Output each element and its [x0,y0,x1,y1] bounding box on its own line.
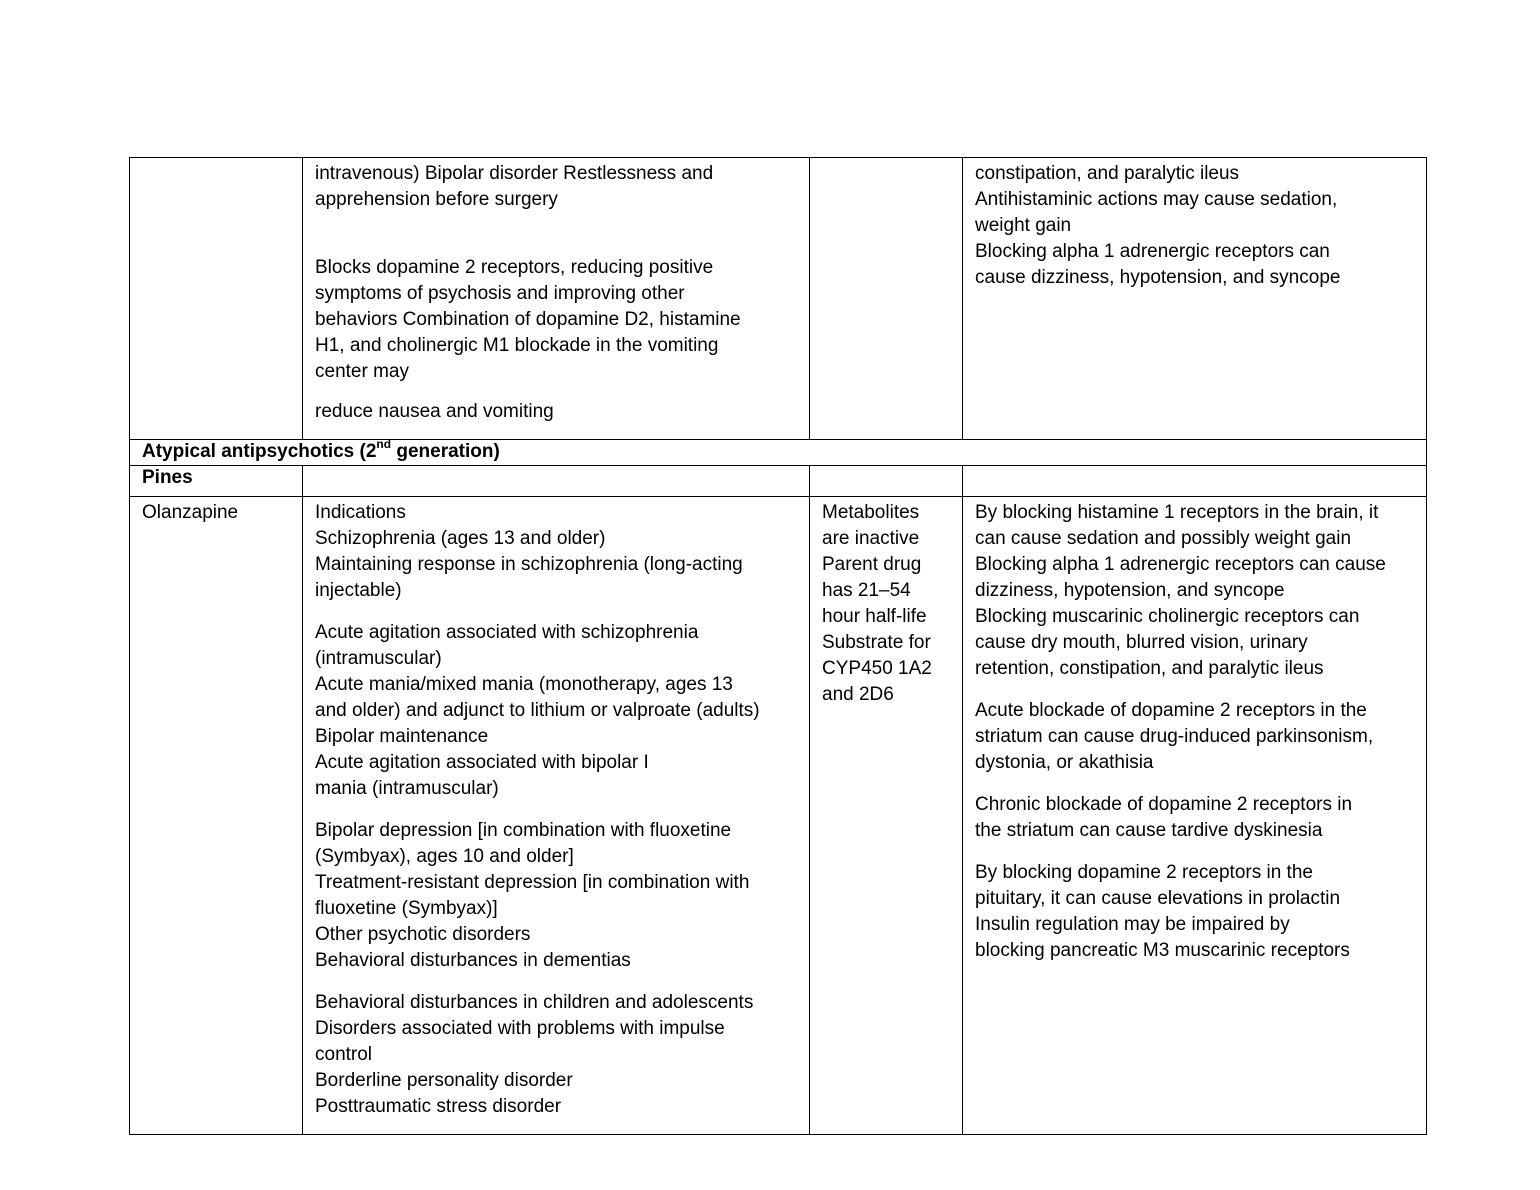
text-line: Schizophrenia (ages 13 and older) [315,528,606,549]
drug-table-page [129,157,1426,1135]
text-line: Chronic blockade of dopamine 2 receptors in [975,794,1353,815]
text-line: Posttraumatic stress disorder [315,1096,562,1117]
text-line: Bipolar depression [in combination with fluoxetine [315,820,732,841]
empty-cell [810,466,963,497]
indications-group [315,990,797,1120]
text-line: dizziness, hypotension, and syncope [975,580,1285,601]
text-line: cause dizziness, hypotension, and syncope [975,267,1341,288]
text-line: H1, and cholinergic M1 blockade in the vomiting [315,335,719,356]
pharmacokinetics-cell [810,158,963,440]
text-line: intravenous) Bipolar disorder Restlessness and [315,163,714,184]
side-effects-group [975,500,1414,682]
indications-text [315,161,797,213]
text-line: Acute mania/mixed mania (monotherapy, ages 13 [315,674,733,695]
text-line: Acute agitation associated with bipolar I [315,752,649,773]
text-line: Blocking alpha 1 adrenergic receptors can [975,241,1330,262]
text-line: the striatum can cause tardive dyskinesia [975,820,1323,841]
side-effects-group [975,698,1414,776]
drug-name-cell [130,497,303,1135]
text-line: Maintaining response in schizophrenia (long-acting [315,554,743,575]
text-line: Antihistaminic actions may cause sedation, [975,189,1338,210]
text-line: Behavioral disturbances in children and adolescents [315,992,754,1013]
text-line: Blocks dopamine 2 receptors, reducing positive [315,257,714,278]
text-line: striatum can cause drug-induced parkinsonism, [975,726,1374,747]
text-line: Indications [315,502,406,523]
indications-mechanism-cell [303,158,810,440]
section-title: Atypical antipsychotics (2 [142,441,377,462]
text-line: Substrate for [822,632,931,653]
text-line: mania (intramuscular) [315,778,499,799]
text-line: behaviors Combination of dopamine D2, histamine [315,309,741,330]
table-row-section [130,440,1427,466]
table-row-olanzapine [130,497,1427,1135]
section-title-superscript: nd [376,436,392,451]
text-line: Acute agitation associated with schizophrenia [315,622,699,643]
side-effects-group [975,860,1414,964]
table-row-subsection [130,466,1427,497]
text-line: By blocking dopamine 2 receptors in the [975,862,1313,883]
text-line: Blocking muscarinic cholinergic receptors can [975,606,1360,627]
drug-name: Olanzapine [142,502,239,523]
mechanism-text [315,255,797,385]
mechanism-end-text: reduce nausea and vomiting [315,401,554,422]
text-line: Behavioral disturbances in dementias [315,950,631,971]
text-line: fluoxetine (Symbyax)] [315,898,498,919]
text-line: symptoms of psychosis and improving other [315,283,685,304]
text-line: hour half-life [822,606,927,627]
section-title-end: generation) [391,441,500,462]
text-line: By blocking histamine 1 receptors in the brain, it [975,502,1379,523]
text-line: can cause sedation and possibly weight gain [975,528,1352,549]
text-line: Insulin regulation may be impaired by [975,914,1290,935]
text-line: apprehension before surgery [315,189,558,210]
text-line: Other psychotic disorders [315,924,531,945]
text-line: has 21–54 [822,580,911,601]
text-line: injectable) [315,580,402,601]
pharmacokinetics-cell [810,497,963,1135]
indications-group [315,818,797,974]
drug-name-cell [130,158,303,440]
pharmacokinetics-text [822,500,950,708]
text-line: (intramuscular) [315,648,442,669]
text-line: weight gain [975,215,1072,236]
indications-group [315,620,797,802]
side-effects-text [975,161,1414,291]
text-line: control [315,1044,373,1065]
text-line: Acute blockade of dopamine 2 receptors in the [975,700,1367,721]
subsection-heading: Pines [130,466,303,497]
side-effects-cell [963,158,1427,440]
side-effects-group [975,792,1414,844]
text-line: dystonia, or akathisia [975,752,1154,773]
text-line: retention, constipation, and paralytic ileus [975,658,1324,679]
indications-cell [303,497,810,1135]
text-line: Treatment-resistant depression [in combination with [315,872,750,893]
drug-table [129,157,1427,1135]
text-line: and older) and adjunct to lithium or valproate (adults) [315,700,760,721]
text-line: Metabolites [822,502,920,523]
text-line: Parent drug [822,554,922,575]
side-effects-cell [963,497,1427,1135]
empty-cell [963,466,1427,497]
text-line: Disorders associated with problems with impulse [315,1018,725,1039]
text-line: Blocking alpha 1 adrenergic receptors can cause [975,554,1386,575]
text-line: pituitary, it can cause elevations in prolactin [975,888,1341,909]
section-heading [130,436,1427,466]
empty-cell [303,466,810,497]
indications-group [315,500,797,604]
table-row-continuation [130,158,1427,440]
text-line: Bipolar maintenance [315,726,489,747]
text-line: cause dry mouth, blurred vision, urinary [975,632,1308,653]
text-line: blocking pancreatic M3 muscarinic receptors [975,940,1350,961]
text-line: Borderline personality disorder [315,1070,573,1091]
text-line: CYP450 1A2 [822,658,932,679]
text-line: and 2D6 [822,684,894,705]
text-line: are inactive [822,528,920,549]
text-line: (Symbyax), ages 10 and older] [315,846,574,867]
text-line: constipation, and paralytic ileus [975,163,1240,184]
text-line: center may [315,361,409,382]
